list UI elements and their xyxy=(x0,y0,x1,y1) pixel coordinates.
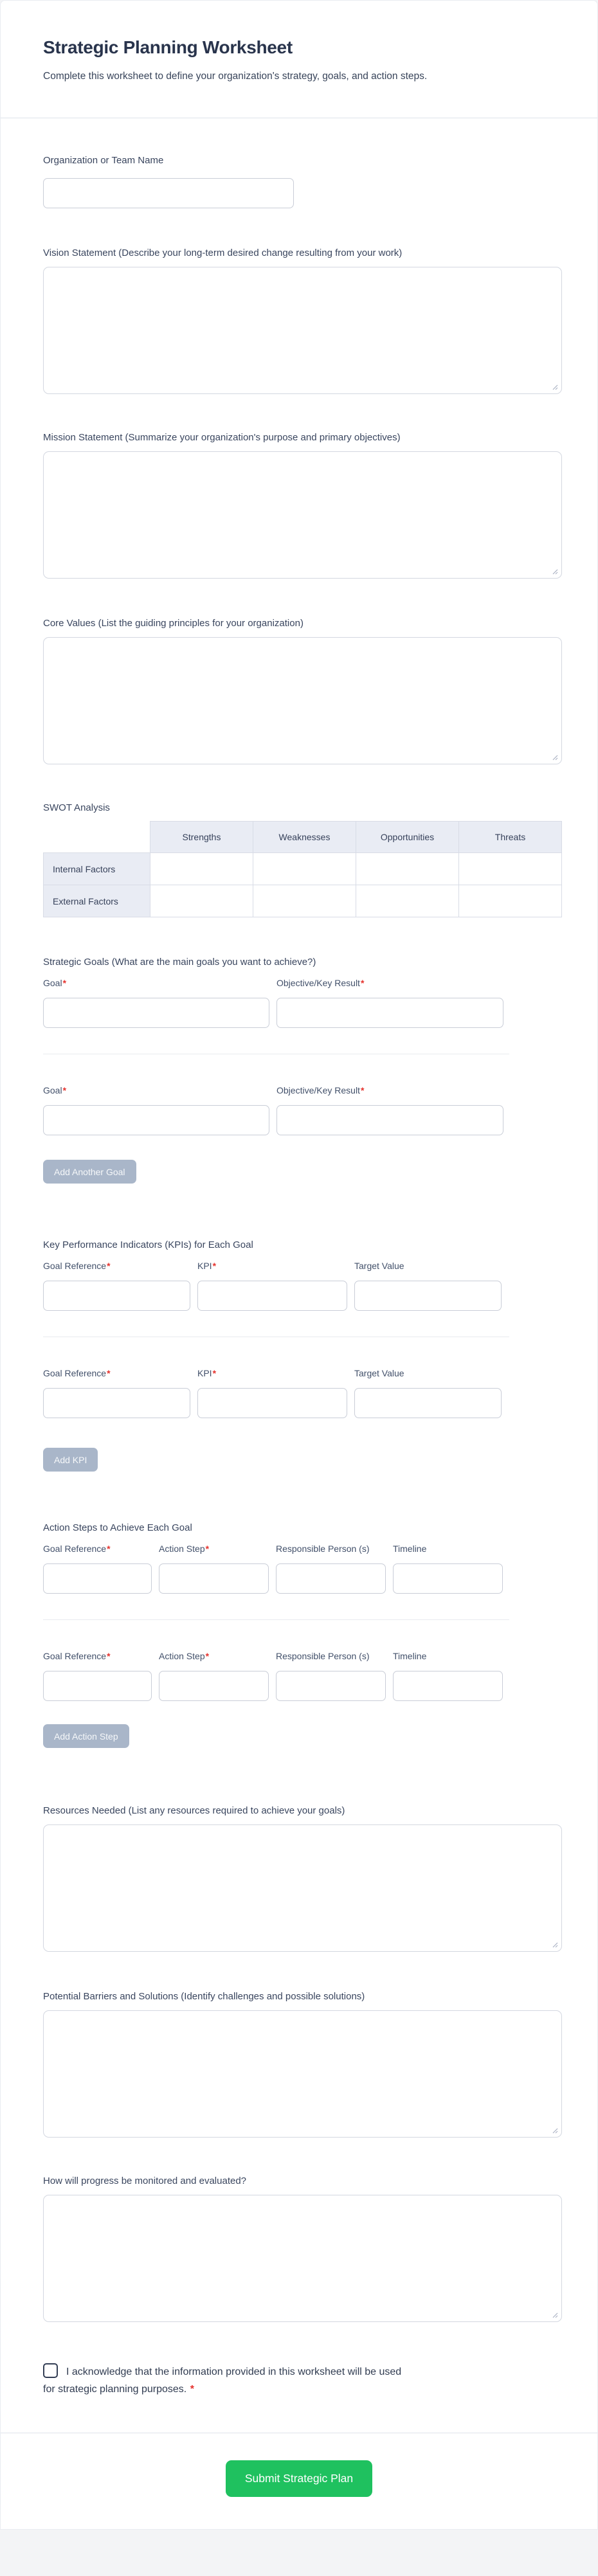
required-asterisk: * xyxy=(205,1544,210,1554)
submit-strip xyxy=(1,2433,597,2529)
action-step-row xyxy=(43,1650,562,1701)
swot-col-header-threats: Threats xyxy=(459,822,562,853)
monitoring-field xyxy=(43,2175,562,2322)
swot-col-header-strengths: Strengths xyxy=(150,822,253,853)
kpi-goal-ref-input[interactable] xyxy=(43,1388,190,1418)
org-name-label: Organization or Team Name xyxy=(43,155,164,166)
swot-cell-external-strengths[interactable] xyxy=(150,885,253,917)
goal-input[interactable] xyxy=(43,1105,269,1135)
swot-section xyxy=(43,802,562,917)
goal-label: Goal* xyxy=(43,1085,67,1095)
action-person-input[interactable] xyxy=(276,1563,386,1594)
swot-col-header-weaknesses: Weaknesses xyxy=(253,822,356,853)
resize-handle-icon[interactable] xyxy=(550,383,558,390)
kpi-label: KPI* xyxy=(197,1368,217,1378)
swot-table xyxy=(43,821,562,917)
vision-label: Vision Statement (Describe your long-term desired change resulting from your work) xyxy=(43,248,403,258)
barriers-textarea[interactable] xyxy=(43,2010,562,2138)
kpi-target-label: Target Value xyxy=(354,1368,404,1378)
mission-textarea[interactable] xyxy=(43,451,562,579)
kpi-title: Key Performance Indicators (KPIs) for Each Goal xyxy=(43,1239,253,1250)
objective-input[interactable] xyxy=(276,998,503,1028)
objective-input[interactable] xyxy=(276,1105,503,1135)
kpi-row xyxy=(43,1367,562,1418)
add-action-step-button[interactable]: Add Action Step xyxy=(43,1724,129,1748)
action-goal-ref-label: Goal Reference* xyxy=(43,1544,111,1554)
required-asterisk: * xyxy=(107,1368,111,1378)
goal-label: Goal* xyxy=(43,978,67,988)
kpi-goal-ref-input[interactable] xyxy=(43,1281,190,1311)
kpi-label: KPI* xyxy=(197,1261,217,1271)
required-asterisk: * xyxy=(190,2384,194,2395)
acknowledgement-field xyxy=(43,2363,562,2398)
acknowledgement-checkbox[interactable] xyxy=(43,2363,58,2378)
action-step-row xyxy=(43,1543,562,1594)
kpi-target-input[interactable] xyxy=(354,1281,502,1311)
action-timeline-label: Timeline xyxy=(393,1651,427,1661)
objective-label: Objective/Key Result* xyxy=(276,978,365,988)
swot-cell-external-weaknesses[interactable] xyxy=(253,885,356,917)
required-asterisk: * xyxy=(107,1261,111,1271)
action-goal-ref-input[interactable] xyxy=(43,1563,152,1594)
goal-input[interactable] xyxy=(43,998,269,1028)
barriers-field xyxy=(43,1990,562,2138)
action-person-input[interactable] xyxy=(276,1671,386,1701)
action-step-input[interactable] xyxy=(159,1563,269,1594)
vision-field xyxy=(43,247,562,394)
action-step-input[interactable] xyxy=(159,1671,269,1701)
kpi-section xyxy=(43,1239,562,1472)
action-timeline-input[interactable] xyxy=(393,1671,503,1701)
org-name-field xyxy=(43,154,562,208)
kpi-goal-ref-label: Goal Reference* xyxy=(43,1261,111,1271)
action-goal-ref-input[interactable] xyxy=(43,1671,152,1701)
core-values-label: Core Values (List the guiding principles for your organization) xyxy=(43,618,304,629)
required-asterisk: * xyxy=(360,978,365,988)
mission-field xyxy=(43,431,562,579)
swot-cell-internal-weaknesses[interactable] xyxy=(253,853,356,885)
swot-col-header-opportunities: Opportunities xyxy=(356,822,459,853)
monitoring-textarea[interactable] xyxy=(43,2195,562,2322)
goals-title: Strategic Goals (What are the main goals you want to achieve?) xyxy=(43,957,316,968)
row-divider xyxy=(43,1619,509,1620)
action-steps-title: Action Steps to Achieve Each Goal xyxy=(43,1522,192,1533)
swot-title: SWOT Analysis xyxy=(43,802,110,813)
swot-cell-internal-strengths[interactable] xyxy=(150,853,253,885)
resize-handle-icon[interactable] xyxy=(550,2310,558,2318)
resize-handle-icon[interactable] xyxy=(550,2126,558,2134)
kpi-input[interactable] xyxy=(197,1388,347,1418)
monitoring-label: How will progress be monitored and evaluated? xyxy=(43,2175,247,2186)
required-asterisk: * xyxy=(205,1651,210,1661)
action-timeline-label: Timeline xyxy=(393,1544,427,1554)
kpi-target-label: Target Value xyxy=(354,1261,404,1271)
barriers-label: Potential Barriers and Solutions (Identify challenges and possible solutions) xyxy=(43,1991,365,2002)
core-values-textarea[interactable] xyxy=(43,637,562,764)
goal-row xyxy=(43,977,562,1028)
add-goal-button[interactable]: Add Another Goal xyxy=(43,1160,136,1184)
core-values-field xyxy=(43,617,562,764)
action-step-label: Action Step* xyxy=(159,1544,210,1554)
mission-label: Mission Statement (Summarize your organization's purpose and primary objectives) xyxy=(43,432,401,443)
kpi-target-input[interactable] xyxy=(354,1388,502,1418)
kpi-row xyxy=(43,1260,562,1311)
goal-row xyxy=(43,1085,562,1135)
action-timeline-input[interactable] xyxy=(393,1563,503,1594)
kpi-input[interactable] xyxy=(197,1281,347,1311)
goals-section xyxy=(43,956,562,1184)
kpi-goal-ref-label: Goal Reference* xyxy=(43,1368,111,1378)
swot-cell-external-opportunities[interactable] xyxy=(356,885,459,917)
swot-cell-internal-threats[interactable] xyxy=(459,853,562,885)
swot-cell-external-threats[interactable] xyxy=(459,885,562,917)
required-asterisk: * xyxy=(360,1085,365,1095)
action-person-label: Responsible Person (s) xyxy=(276,1544,370,1554)
action-goal-ref-label: Goal Reference* xyxy=(43,1651,111,1661)
swot-corner-cell xyxy=(44,822,150,853)
page-subtitle: Complete this worksheet to define your organization's strategy, goals, and action steps. xyxy=(43,71,428,82)
action-person-label: Responsible Person (s) xyxy=(276,1651,370,1661)
form-header xyxy=(1,1,597,118)
action-step-label: Action Step* xyxy=(159,1651,210,1661)
action-steps-section xyxy=(43,1522,562,1748)
required-asterisk: * xyxy=(107,1544,111,1554)
page-title: Strategic Planning Worksheet xyxy=(43,37,293,57)
org-name-input[interactable] xyxy=(43,178,294,208)
required-asterisk: * xyxy=(212,1261,217,1271)
acknowledgement-text: I acknowledge that the information provided in this worksheet will be used for strategic planning purposes. xyxy=(43,2366,402,2395)
swot-row-header-external: External Factors xyxy=(44,885,150,917)
vision-textarea[interactable] xyxy=(43,267,562,394)
resources-label: Resources Needed (List any resources required to achieve your goals) xyxy=(43,1805,345,1816)
resize-handle-icon[interactable] xyxy=(550,567,558,575)
submit-button[interactable]: Submit Strategic Plan xyxy=(226,2460,372,2497)
required-asterisk: * xyxy=(62,1085,67,1095)
required-asterisk: * xyxy=(212,1368,217,1378)
resize-handle-icon[interactable] xyxy=(550,753,558,761)
acknowledgement-label xyxy=(43,2363,403,2398)
add-kpi-button[interactable]: Add KPI xyxy=(43,1448,98,1472)
resize-handle-icon[interactable] xyxy=(550,1940,558,1948)
resources-field xyxy=(43,1805,562,1952)
swot-row-header-internal: Internal Factors xyxy=(44,853,150,885)
swot-cell-internal-opportunities[interactable] xyxy=(356,853,459,885)
required-asterisk: * xyxy=(62,978,67,988)
required-asterisk: * xyxy=(107,1651,111,1661)
resources-textarea[interactable] xyxy=(43,1824,562,1952)
form-body xyxy=(1,154,597,2398)
objective-label: Objective/Key Result* xyxy=(276,1085,365,1095)
